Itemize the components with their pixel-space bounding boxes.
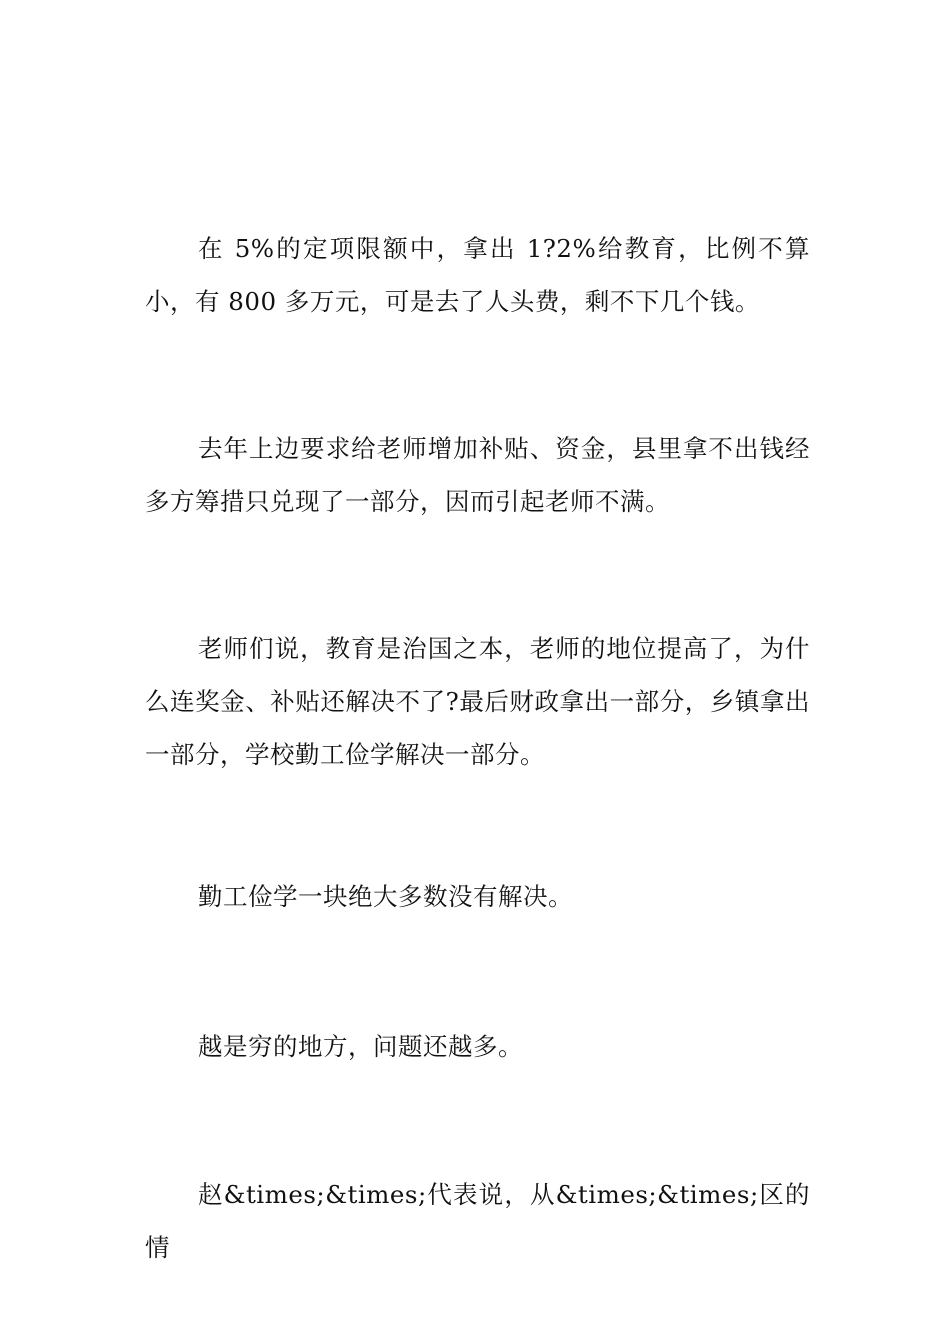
paragraph: 去年上边要求给老师增加补贴、资金，县里拿不出钱经多方筹措只兑现了一部分，因而引起老师不满。: [145, 434, 810, 516]
paragraph: 在 5%的定项限额中，拿出 1?2%给教育，比例不算小，有 800 多万元，可是去了人头费，剩不下几个钱。: [145, 234, 810, 316]
paragraph: 越是穷的地方，问题还越多。: [198, 1032, 523, 1061]
paragraph: 勤工俭学一块绝大多数没有解决。: [198, 882, 573, 911]
paragraph: 老师们说，教育是治国之本，老师的地位提高了，为什么连奖金、补贴还解决不了?最后财政拿出一部分，乡镇拿出一部分，学校勤工俭学解决一部分。: [145, 634, 810, 769]
paragraph: 赵&times;&times;代表说，从&times;&times;区的情: [145, 1180, 810, 1262]
